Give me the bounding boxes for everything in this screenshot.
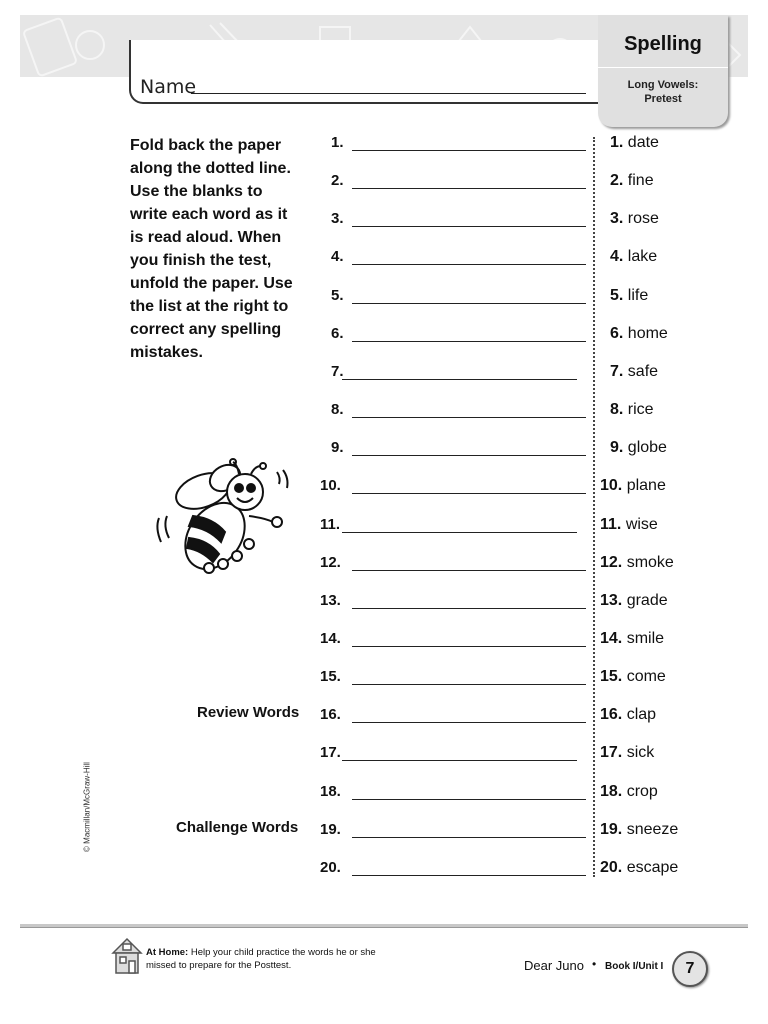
blank-number: 14. <box>320 630 341 647</box>
house-icon <box>110 935 144 977</box>
answer-number: 14. <box>600 630 623 647</box>
answer-word: sick <box>626 744 655 761</box>
answer-blank[interactable] <box>342 760 577 761</box>
blank-number: 19. <box>320 821 341 838</box>
answer-blank[interactable] <box>352 264 586 265</box>
footer-bullet: • <box>592 957 597 971</box>
instruction-line: along the dotted line. <box>130 160 291 177</box>
answer-blank[interactable] <box>352 150 586 151</box>
answer-number: 18. <box>600 783 623 800</box>
answer-item <box>600 706 656 724</box>
answer-item <box>600 477 666 495</box>
answer-word: home <box>627 325 668 342</box>
answer-item <box>600 821 678 839</box>
answer-word: escape <box>626 859 679 876</box>
answer-blank[interactable] <box>342 379 577 380</box>
answer-blank[interactable] <box>352 455 586 456</box>
name-input-line[interactable] <box>191 93 586 94</box>
answer-blank[interactable] <box>352 303 586 304</box>
spelling-tab <box>598 15 728 127</box>
answer-blank[interactable] <box>352 226 586 227</box>
instruction-line: Fold back the paper <box>130 137 282 154</box>
answer-item <box>600 668 666 686</box>
answer-word: rice <box>627 401 654 418</box>
tab-divider <box>598 67 728 68</box>
answer-blank[interactable] <box>352 188 586 189</box>
answer-blank[interactable] <box>342 532 577 533</box>
name-label: Name <box>140 76 197 98</box>
blank-number: 5. <box>331 287 344 304</box>
blank-number: 15. <box>320 668 341 685</box>
blank-number: 17. <box>320 744 341 761</box>
answer-item <box>610 363 658 381</box>
answer-number: 20. <box>600 859 623 876</box>
answer-number: 11. <box>600 516 622 533</box>
answer-word: wise <box>625 516 658 533</box>
copyright-text: © Macmillan/McGraw-Hill <box>82 762 92 852</box>
answer-blank[interactable] <box>352 799 586 800</box>
blank-number: 10. <box>320 477 341 494</box>
blank-number: 18. <box>320 783 341 800</box>
blank-number: 4. <box>331 248 344 265</box>
answer-number: 10. <box>600 477 623 494</box>
answer-item <box>600 859 678 877</box>
answer-item <box>600 630 664 648</box>
blank-number: 16. <box>320 706 341 723</box>
instruction-line: mistakes. <box>130 344 203 361</box>
answer-item <box>610 248 657 266</box>
story-title: Dear Juno <box>524 958 584 973</box>
instruction-line: write each word as it <box>130 206 288 223</box>
blank-number: 7. <box>331 363 344 380</box>
answer-word: clap <box>626 706 657 723</box>
answer-word: smoke <box>626 554 674 571</box>
answer-word: fine <box>627 172 654 189</box>
answer-blank[interactable] <box>352 722 586 723</box>
answer-item <box>600 554 674 572</box>
instruction-line: is read aloud. When <box>130 229 282 246</box>
blank-number: 11. <box>320 516 341 533</box>
review-words-label: Review Words <box>197 704 300 721</box>
answer-item <box>600 744 654 762</box>
answer-item <box>610 325 668 343</box>
at-home-text: Help your child practice the words he or she <box>188 947 376 958</box>
answer-word: safe <box>627 363 659 380</box>
book-unit: Book I/Unit I <box>605 961 664 972</box>
blank-number: 3. <box>331 210 344 227</box>
answer-number: 16. <box>600 706 623 723</box>
name-card <box>129 40 606 104</box>
instruction-line: the list at the right to <box>130 298 289 315</box>
blank-number: 8. <box>331 401 344 418</box>
answer-item <box>600 592 668 610</box>
answer-item <box>610 134 659 152</box>
answer-word: rose <box>627 210 659 227</box>
answer-blank[interactable] <box>352 341 586 342</box>
challenge-words-label: Challenge Words <box>176 819 299 836</box>
answer-word: smile <box>626 630 665 647</box>
at-home-text: missed to prepare for the Posttest. <box>146 960 292 971</box>
answer-item <box>600 516 658 534</box>
answer-item <box>610 439 667 457</box>
answer-word: sneeze <box>626 821 679 838</box>
answer-number: 12. <box>600 554 623 571</box>
answer-item <box>610 401 654 419</box>
answer-item <box>610 287 648 305</box>
answer-number: 3. <box>610 210 624 227</box>
answer-blank[interactable] <box>352 684 586 685</box>
tab-title: Spelling <box>624 33 702 55</box>
answer-number: 5. <box>610 287 624 304</box>
blank-number: 12. <box>320 554 341 571</box>
instruction-line: unfold the paper. Use <box>130 275 293 292</box>
blank-number: 1. <box>331 134 344 151</box>
answer-blank[interactable] <box>352 608 586 609</box>
answer-word: globe <box>627 439 667 456</box>
answer-number: 7. <box>610 363 624 380</box>
blank-number: 6. <box>331 325 344 342</box>
instructions <box>130 134 315 364</box>
blank-number: 13. <box>320 592 341 609</box>
answer-number: 1. <box>610 134 624 151</box>
answer-number: 13. <box>600 592 623 609</box>
answer-word: come <box>626 668 666 685</box>
answer-number: 9. <box>610 439 624 456</box>
page-number-badge: 7 <box>672 951 708 987</box>
answer-word: plane <box>626 477 666 494</box>
footer-rule <box>20 924 748 928</box>
answer-blank[interactable] <box>352 837 586 838</box>
answer-item <box>610 210 659 228</box>
fold-dotted-line <box>593 137 595 877</box>
answer-number: 15. <box>600 668 623 685</box>
answer-item <box>600 783 658 801</box>
bee-illustration <box>153 456 293 586</box>
tab-subtitle-line: Long Vowels: <box>627 79 699 91</box>
tab-subtitle <box>598 78 728 106</box>
answer-number: 2. <box>610 172 624 189</box>
answer-word: date <box>627 134 659 151</box>
instruction-line: you finish the test, <box>130 252 272 269</box>
answer-blank[interactable] <box>352 646 586 647</box>
instruction-line: Use the blanks to <box>130 183 263 200</box>
answer-blank[interactable] <box>352 570 586 571</box>
instruction-line: correct any spelling <box>130 321 282 338</box>
tab-subtitle-line: Pretest <box>644 93 682 105</box>
answer-number: 6. <box>610 325 624 342</box>
blank-number: 20. <box>320 859 341 876</box>
answer-word: grade <box>626 592 668 609</box>
answer-blank[interactable] <box>352 875 586 876</box>
answer-number: 19. <box>600 821 623 838</box>
answer-blank[interactable] <box>352 417 586 418</box>
answer-word: crop <box>626 783 658 800</box>
blank-number: 2. <box>331 172 344 189</box>
answer-item <box>610 172 654 190</box>
answer-number: 8. <box>610 401 624 418</box>
at-home-note <box>146 946 416 972</box>
answer-word: lake <box>627 248 658 265</box>
at-home-label: At Home: <box>146 947 189 958</box>
answer-word: life <box>627 287 649 304</box>
answer-blank[interactable] <box>352 493 586 494</box>
answer-number: 4. <box>610 248 624 265</box>
answer-number: 17. <box>600 744 623 761</box>
blank-number: 9. <box>331 439 344 456</box>
